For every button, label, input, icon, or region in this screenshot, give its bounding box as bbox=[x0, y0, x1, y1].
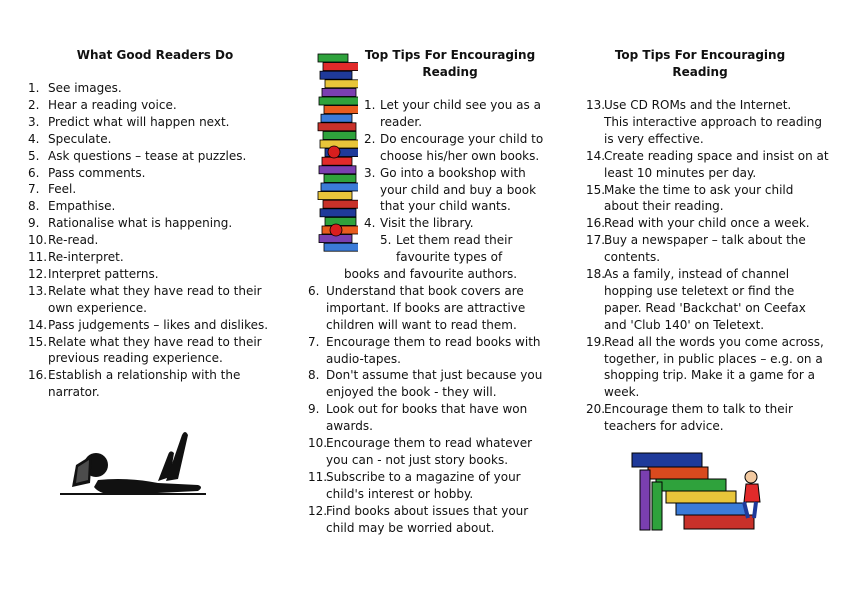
list-item-text: choose his/her own books. bbox=[380, 148, 540, 163]
col3-title-line2: Reading bbox=[672, 65, 728, 79]
list-item-text: Re-read. bbox=[48, 233, 99, 248]
book-spine bbox=[318, 54, 348, 62]
list-item-number: 12. bbox=[28, 266, 48, 281]
list-item-text: Relate what they have read to their bbox=[48, 334, 262, 349]
list-item-text: Establish a relationship with the bbox=[48, 368, 241, 383]
list-item-number: 14. bbox=[586, 148, 606, 163]
col3-title-line1: Top Tips For Encouraging bbox=[614, 48, 786, 62]
list-item-number: 13. bbox=[28, 283, 48, 298]
list-item-text: together, in public places – e.g. on a bbox=[604, 351, 823, 366]
col1-title: What Good Readers Do bbox=[76, 48, 234, 62]
apple-icon bbox=[328, 146, 340, 158]
list-item-number: 6. bbox=[28, 165, 40, 180]
list-item-number: 15. bbox=[28, 334, 48, 349]
list-item-text: books and favourite authors. bbox=[344, 267, 518, 281]
list-item-number: 16. bbox=[28, 368, 48, 383]
list-item-text: your child and buy a book bbox=[380, 182, 537, 197]
book-spine bbox=[324, 106, 358, 114]
list-item-text: you can - not just story books. bbox=[326, 452, 509, 467]
list-item-text: that your child wants. bbox=[380, 199, 511, 214]
list-item-number: 9. bbox=[28, 216, 40, 231]
list-item-number: 3. bbox=[364, 165, 376, 180]
list-item-text: Read with your child once a week. bbox=[604, 216, 810, 231]
list-item-text: Don't assume that just because you bbox=[326, 368, 543, 383]
list-item-number: 11. bbox=[28, 250, 48, 264]
list-item-text: Find books about issues that your bbox=[326, 503, 529, 518]
list-item-text: about their reading. bbox=[604, 199, 724, 214]
list-item-number: 10. bbox=[308, 436, 328, 450]
list-item-text: important. If books are attractive bbox=[326, 300, 526, 315]
list-item-text: Do encourage your child to bbox=[380, 131, 544, 146]
list-item-text: Visit the library. bbox=[380, 216, 474, 231]
book-spine bbox=[324, 243, 358, 251]
book-spine bbox=[323, 131, 356, 139]
list-item-text: Interpret patterns. bbox=[48, 266, 159, 281]
list-item-text: favourite types of bbox=[396, 250, 503, 265]
list-item-text: Empathise. bbox=[48, 199, 116, 214]
list-item-text: Let your child see you as a bbox=[380, 98, 541, 112]
book-spine bbox=[320, 71, 352, 79]
list-item-number: 1. bbox=[28, 81, 40, 95]
book-spine bbox=[323, 200, 358, 208]
book-spine bbox=[322, 157, 352, 165]
list-item-text: child's interest or hobby. bbox=[326, 486, 474, 501]
list-item-text: Subscribe to a magazine of your bbox=[326, 469, 521, 484]
book-spine bbox=[322, 88, 356, 96]
list-item-number: 4. bbox=[28, 131, 40, 146]
list-item-text: Encourage them to talk to their bbox=[604, 402, 793, 417]
list-item-text: reader. bbox=[380, 114, 423, 129]
book-spine bbox=[324, 174, 356, 182]
list-item-text: narrator. bbox=[48, 385, 100, 400]
list-item-text: previous reading experience. bbox=[48, 351, 223, 366]
list-item-number: 17. bbox=[586, 233, 606, 248]
list-item-text: Pass comments. bbox=[48, 165, 146, 180]
list-item-text: Encourage them to read books with bbox=[326, 334, 541, 349]
list-item-number: 2. bbox=[28, 97, 40, 112]
book-spine bbox=[320, 140, 358, 148]
apple-icon bbox=[330, 224, 342, 236]
list-item-text: Re-interpret. bbox=[48, 250, 124, 264]
list-item-text: Use CD ROMs and the Internet. bbox=[604, 98, 792, 112]
list-item-number: 10. bbox=[28, 233, 48, 248]
list-item-number: 7. bbox=[28, 182, 40, 197]
list-item-text: Ask questions – tease at puzzles. bbox=[48, 148, 247, 163]
list-item-text: shopping trip. Make it a game for a bbox=[604, 368, 815, 383]
list-item-text: Rationalise what is happening. bbox=[48, 216, 233, 231]
list-item-text: teachers for advice. bbox=[604, 419, 724, 434]
book-spine bbox=[323, 63, 358, 71]
book-spine bbox=[319, 97, 358, 105]
list-item-text: enjoyed the book - they will. bbox=[326, 385, 497, 400]
list-item-number: 6. bbox=[308, 283, 320, 298]
list-item-text: Buy a newspaper – talk about the bbox=[604, 233, 806, 248]
list-item-text: is very effective. bbox=[604, 131, 704, 146]
book-spine bbox=[318, 192, 352, 200]
list-item-number: 3. bbox=[28, 114, 40, 129]
list-item-text: Look out for books that have won bbox=[326, 402, 528, 417]
book-spine bbox=[325, 80, 358, 88]
list-item-number: 9. bbox=[308, 402, 320, 417]
list-item-number: 14. bbox=[28, 317, 48, 332]
list-item-number: 5. bbox=[380, 233, 392, 248]
list-item-text: children will want to read them. bbox=[326, 317, 517, 332]
list-item-text: Feel. bbox=[48, 182, 77, 197]
list-item-text: Predict what will happen next. bbox=[48, 114, 230, 129]
list-item-text: hopping use teletext or find the bbox=[604, 283, 795, 298]
list-item-text: Pass judgements – likes and dislikes. bbox=[48, 317, 269, 332]
list-item-text: and 'Club 140' on Teletext. bbox=[604, 317, 765, 332]
list-item-number: 20. bbox=[586, 402, 606, 417]
list-item-number: 16. bbox=[586, 216, 606, 231]
list-item-number: 4. bbox=[364, 216, 376, 231]
list-item-number: 13. bbox=[586, 98, 606, 112]
list-item-text: audio-tapes. bbox=[326, 351, 401, 366]
list-item-text: paper. Read 'Backchat' on Ceefax bbox=[604, 300, 806, 315]
list-item-number: 11. bbox=[308, 469, 328, 484]
list-item-number: 8. bbox=[28, 199, 40, 214]
book-stack-illustration bbox=[314, 52, 358, 257]
list-item-text: Understand that book covers are bbox=[326, 283, 524, 298]
list-item-text: As a family, instead of channel bbox=[604, 267, 790, 281]
list-item-text: Relate what they have read to their bbox=[48, 283, 262, 298]
list-item-text: own experience. bbox=[48, 300, 147, 315]
list-item-number: 5. bbox=[28, 148, 40, 163]
reading-child-silhouette bbox=[58, 425, 208, 505]
list-item-number: 8. bbox=[308, 368, 320, 383]
list-item-number: 15. bbox=[586, 182, 606, 197]
list-item-number: 12. bbox=[308, 503, 328, 518]
list-item-number: 2. bbox=[364, 131, 376, 146]
list-item-text: Create reading space and insist on at bbox=[604, 148, 829, 163]
list-item-text: child may be worried about. bbox=[326, 520, 495, 535]
list-item-text: Encourage them to read whatever bbox=[326, 436, 533, 450]
list-item-text: Go into a bookshop with bbox=[380, 165, 526, 180]
list-item-text: This interactive approach to reading bbox=[604, 114, 822, 129]
list-item-number: 19. bbox=[586, 334, 606, 349]
col2-title-line1: Top Tips For Encouraging bbox=[364, 48, 536, 62]
book-spine bbox=[319, 166, 356, 174]
list-item-number: 18. bbox=[586, 267, 606, 281]
col2-title-line2: Reading bbox=[422, 65, 478, 79]
list-item-number: 7. bbox=[308, 334, 320, 349]
list-item-text: least 10 minutes per day. bbox=[604, 165, 757, 180]
list-item-text: week. bbox=[604, 385, 640, 400]
book-stairs-illustration bbox=[630, 450, 770, 532]
book-spine bbox=[321, 183, 358, 191]
list-item-text: contents. bbox=[604, 250, 661, 265]
list-item-text: Read all the words you come across, bbox=[604, 334, 824, 349]
list-item-number: 1. bbox=[364, 98, 376, 112]
list-item-text: Let them read their bbox=[396, 233, 513, 248]
book-spine bbox=[318, 123, 356, 131]
list-item-text: See images. bbox=[48, 81, 122, 95]
book-spine bbox=[321, 114, 352, 122]
list-item-text: Make the time to ask your child bbox=[604, 182, 794, 197]
book-spine bbox=[325, 217, 356, 225]
list-item-text: awards. bbox=[326, 419, 373, 434]
book-spine bbox=[320, 209, 356, 217]
list-item-text: Speculate. bbox=[48, 131, 112, 146]
list-item-text: Hear a reading voice. bbox=[48, 97, 177, 112]
